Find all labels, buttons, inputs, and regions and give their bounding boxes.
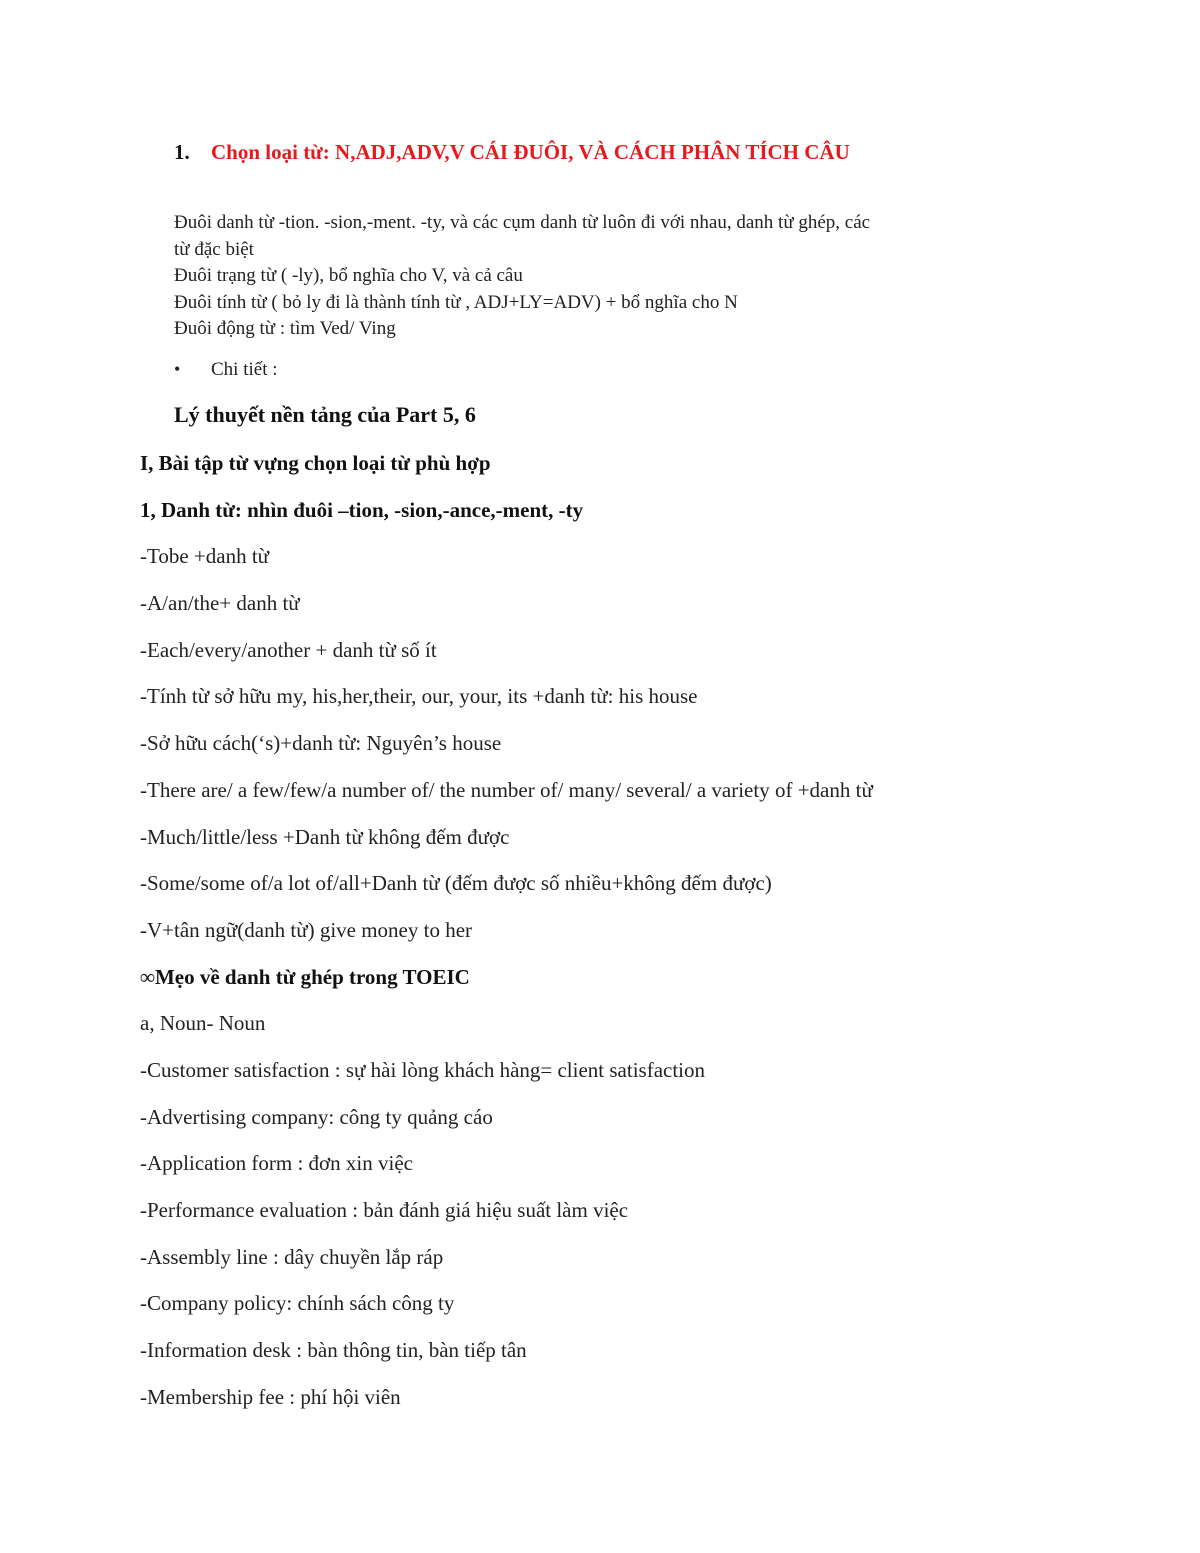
intro-line: Đuôi động từ : tìm Ved/ Ving bbox=[174, 318, 396, 339]
intro-line: Đuôi tính từ ( bỏ ly đi là thành tính từ , ADJ+LY=ADV) + bổ nghĩa cho N bbox=[174, 291, 738, 313]
body-line: -Tobe +danh từ bbox=[140, 544, 270, 569]
intro-line: Đuôi danh từ -tion. -sion,-ment. -ty, và các cụm danh từ luôn đi với nhau, danh từ ghép, các bbox=[174, 212, 871, 233]
body-line: -Each/every/another + danh từ số ít bbox=[140, 637, 437, 662]
body-line: a, Noun- Noun bbox=[140, 1011, 266, 1036]
body-line: -Information desk : bàn thông tin, bàn tiếp tân bbox=[140, 1338, 527, 1363]
body-line: -Membership fee : phí hội viên bbox=[140, 1384, 401, 1409]
body-line: -V+tân ngữ(danh từ) give money to her bbox=[140, 917, 473, 942]
intro-line: từ đặc biệt bbox=[174, 238, 254, 260]
body-line: -Much/little/less +Danh từ không đếm được bbox=[140, 824, 510, 849]
body-line: -A/an/the+ danh từ bbox=[140, 591, 300, 616]
body-line: -Company policy: chính sách công ty bbox=[140, 1291, 455, 1316]
section-title: Chọn loại từ: N,ADJ,ADV,V CÁI ĐUÔI, VÀ CÁCH PHÂN TÍCH CÂU bbox=[211, 140, 850, 164]
body-line: -There are/ a few/few/a number of/ the number of/ many/ several/ a variety of +danh từ bbox=[140, 777, 873, 802]
theory-title: Lý thuyết nền tảng của Part 5, 6 bbox=[174, 402, 476, 427]
bullet-text: Chi tiết : bbox=[211, 359, 278, 380]
body-line: -Tính từ sở hữu my, his,her,their, our, your, its +danh từ: his house bbox=[140, 684, 698, 709]
subheading-line: I, Bài tập từ vựng chọn loại từ phù hợp bbox=[140, 451, 491, 475]
intro-paragraph bbox=[174, 210, 974, 343]
body-line: -Some/some of/a lot of/all+Danh từ (đếm được số nhiều+không đếm được) bbox=[140, 871, 772, 896]
body-line: -Performance evaluation : bản đánh giá hiệu suất làm việc bbox=[140, 1198, 629, 1222]
subheading-line: 1, Danh từ: nhìn đuôi –tion, -sion,-ance,-ment, -ty bbox=[140, 497, 584, 522]
body-line: -Assembly line : dây chuyền lắp ráp bbox=[140, 1244, 444, 1269]
bullet-item bbox=[174, 359, 278, 381]
subheading-line: ∞Mẹo về danh từ ghép trong TOEIC bbox=[140, 964, 470, 989]
body-line: -Application form : đơn xin việc bbox=[140, 1151, 413, 1176]
section-number: 1. bbox=[174, 140, 190, 164]
body-line: -Customer satisfaction : sự hài lòng khách hàng= client satisfaction bbox=[140, 1057, 706, 1082]
body-line: -Sở hữu cách(‘s)+danh từ: Nguyên’s house bbox=[140, 731, 502, 756]
bullet-icon: • bbox=[174, 359, 181, 379]
body-lines bbox=[140, 448, 1140, 1428]
section-heading bbox=[174, 140, 850, 165]
body-line: -Advertising company: công ty quảng cáo bbox=[140, 1104, 493, 1129]
intro-line: Đuôi trạng từ ( -ly), bổ nghĩa cho V, và cả câu bbox=[174, 265, 523, 286]
